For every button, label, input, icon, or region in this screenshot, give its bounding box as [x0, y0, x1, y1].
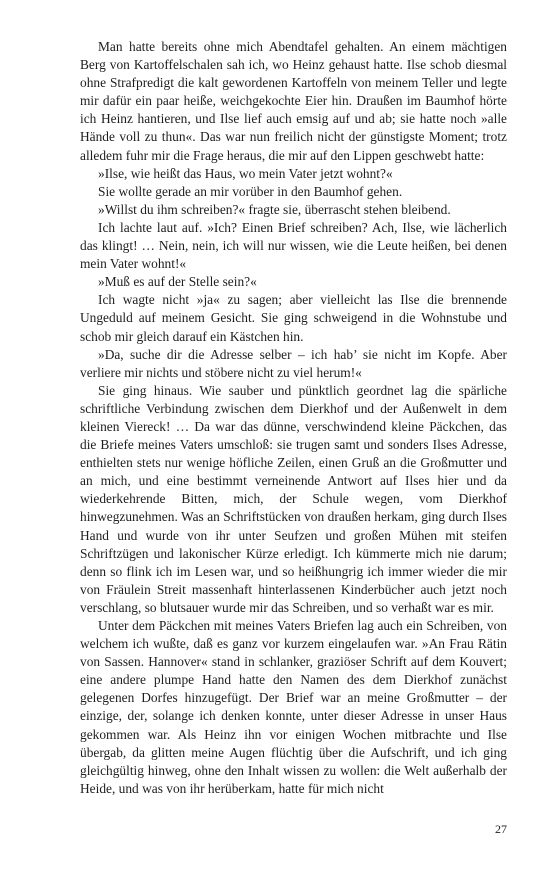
paragraph: »Ilse, wie heißt das Haus, wo mein Vater jetzt wohnt?«: [98, 165, 393, 181]
page-number: 27: [495, 822, 507, 836]
paragraph: »Muß es auf der Stelle sein?«: [98, 274, 257, 290]
paragraph: Ich wagte nicht »ja« zu sagen; aber vielleicht las Ilse die brennende Ungeduld auf meinem Gesicht. Sie ging schweigend in die Wohnstube und schob mir gleich darauf ein Kästchen hin.: [80, 292, 507, 344]
paragraph: Man hatte bereits ohne mich Abendtafel gehalten. An einem mächtigen Berg von Kartoffelschalen sah ich, wo Heinz gehaust hatte. Ilse schob diesmal ohne Strafpredigt die kalt gewordenen Kartoffeln von meinem Teller und legte mir dafür ein paar heiße, weichgekochte Eier hin. Draußen im Baumhof hörte ich Heinz hantieren, und Ilse lief auch emsig auf und ab; sie hatte noch »alle Hände voll zu thun«. Das war nun freilich nicht der günstigste Moment; trotz alledem fuhr mir die Frage heraus, die mir auf den Lippen geschwebt hatte:: [80, 39, 507, 163]
paragraph: Ich lachte laut auf. »Ich? Einen Brief schreiben? Ach, Ilse, wie lächerlich das klingt! … Nein, nein, ich will nur wissen, wie die Leute heißen, bei denen mein Vater wohnt!«: [80, 219, 507, 272]
paragraph: Sie ging hinaus. Wie sauber und pünktlich geordnet lag die spärliche schriftliche Verbindung zwischen dem Dierkhof und der Außenwelt in dem kleinen Viereck! … Da war das dünne, verschwindend kleine Päckchen, das die Briefe meines Vaters umschloß: sie trugen samt und sonders Ilses Adresse, enthielten stets nur wenige höfliche Zeilen, einen Gruß an die Großmutter und an mich, und eine bestimmt verneinende Antwort auf Ilses hier und da wiederkehrende Bitten, mich, der Schule wegen, vom Dierkhof hinwegzunehmen. Was an Schriftstücken von draußen herkam, ging durch Ilses Hand und wurde von ihr unter Seufzen und großen Mühen mit steifen Schriftzügen und lakonischer Kürze erledigt. Ich kümmerte mich nie darum; denn so flink ich im Lesen war, und so heißhungrig ich immer wieder die mir von Fräulein Streit massenhaft hinterlassenen Kinderbücher auch jetzt noch verschlang, so blutsauer wurde mir das Schreiben, und so verhaßt war es mir.: [80, 382, 507, 615]
paragraph: »Willst du ihm schreiben?« fragte sie, überrascht stehen bleibend.: [98, 201, 451, 217]
body-text: [80, 38, 507, 798]
paragraph: Sie wollte gerade an mir vorüber in den Baumhof gehen.: [98, 183, 403, 199]
paragraph: Unter dem Päckchen mit meines Vaters Briefen lag auch ein Schreiben, von welchem ich wußte, daß es ganz vor kurzem eingelaufen war. »An Frau Rätin von Sassen. Hannover« stand in schlanker, graziöser Schrift auf dem Kouvert; eine andere plumpe Hand hatte den Namen des dem Dierkhof zunächst gelegenen Dorfes hinzugefügt. Der Brief war an meine Großmutter – der einzige, der, solange ich denken konnte, unter dieser Adresse in unser Haus gekommen war. Als Heinz ihn vor einigen Wochen mitbrachte und Ilse übergab, da glitten meine Augen flüchtig über die Aufschrift, und ich ging gleichgültig hinweg, ohne den Inhalt wissen zu wollen: die Welt außerhalb der Heide, und was von ihr herüberkam, hatte für mich nicht: [80, 618, 507, 796]
paragraph: »Da, suche dir die Adresse selber – ich hab’ sie nicht im Kopfe. Aber verliere mir nichts und stöbere nicht zu viel herum!«: [80, 346, 507, 380]
